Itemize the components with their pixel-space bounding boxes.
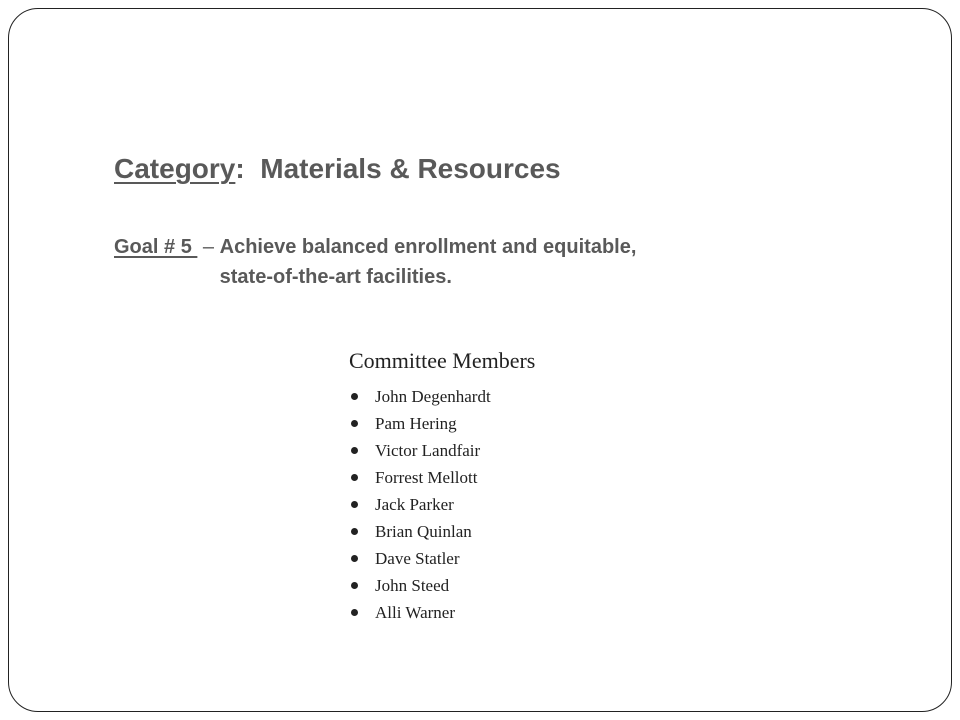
goal-label: Goal # 5 [114,236,198,258]
category-label: Category [114,153,236,184]
bullet-icon [351,474,358,481]
goal-dash: – [197,236,220,258]
category-separator: : [235,153,245,184]
bullet-icon [351,609,358,616]
committee-section [349,345,535,626]
bullet-icon [351,528,358,535]
bullet-icon [351,501,358,508]
bullet-icon [351,555,358,562]
member-name: Brian Quinlan [375,521,472,541]
member-list-item [349,437,535,464]
goal-statement [114,232,636,292]
member-name: Jack Parker [375,494,454,514]
category-value: Materials & Resources [260,153,561,184]
bullet-icon [351,393,358,400]
bullet-icon [351,420,358,427]
goal-text: Achieve balanced enrollment and equitable, state-of-the-art facilities. [219,236,637,288]
member-list-item [349,572,535,599]
member-list-item [349,464,535,491]
member-name: Alli Warner [375,602,455,622]
member-list-item [349,383,535,410]
member-list-item [349,410,535,437]
member-name: Pam Hering [375,413,457,433]
member-name: Forrest Mellott [375,467,478,487]
member-list-item [349,491,535,518]
member-list-item [349,545,535,572]
slide-frame [8,8,952,712]
member-name: Dave Statler [375,548,460,568]
committee-member-list [349,383,535,626]
bullet-icon [351,582,358,589]
slide-title [114,152,561,186]
committee-heading: Committee Members [349,348,536,373]
member-name: Victor Landfair [375,440,481,460]
member-name: John Steed [375,575,450,595]
member-list-item [349,599,535,626]
member-name: John Degenhardt [375,386,491,406]
bullet-icon [351,447,358,454]
member-list-item [349,518,535,545]
